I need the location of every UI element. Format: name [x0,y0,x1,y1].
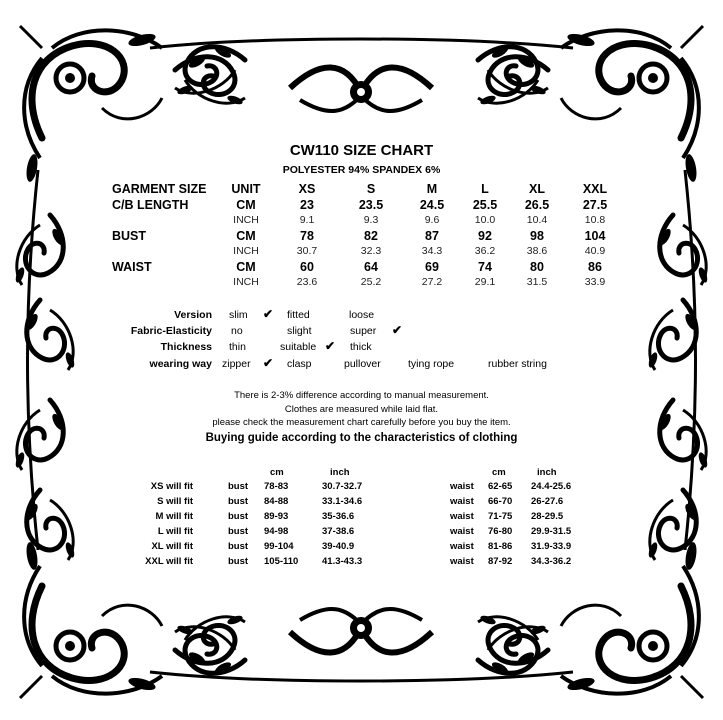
guide-bust-label: bust [228,496,249,507]
cell-cm: 92 [478,229,492,243]
note-laid-flat: Clothes are measured while laid flat. [284,404,439,415]
note-measurement-difference: There is 2-3% difference according to manual measurement. [234,390,489,401]
check-icon: ✔ [392,323,403,337]
guide-size: L will fit [157,526,193,537]
fabric-composition: POLYESTER 94% SPANDEX 6% [282,164,441,176]
attr-label-fabric-elasticity: Fabric-Elasticity [130,325,212,337]
cell-cm: 98 [530,229,544,243]
attr-option: tying rope [408,358,455,370]
guide-waist-inch: 24.4-25.6 [531,481,572,492]
guide-size: M will fit [155,511,193,522]
row-label-waist: WAIST [112,260,152,274]
attr-option: pullover [344,358,381,370]
guide-bust-cm: 84-88 [264,496,289,507]
cell-inch: 25.2 [360,276,382,288]
attr-label-version: Version [174,309,212,321]
guide-bust-inch-header: inch [330,467,350,478]
guide-size: XL will fit [151,541,193,552]
guide-bust-cm: 78-83 [264,481,289,492]
guide-bust-cm: 94-98 [264,526,289,537]
guide-waist-inch: 28-29.5 [531,511,564,522]
unit-cm: CM [236,229,256,243]
cell-cm: 69 [425,260,439,274]
row-label-bust: BUST [112,229,147,243]
size-header-m: M [426,182,438,196]
cell-cm: 82 [364,229,378,243]
unit-inch: INCH [233,245,259,257]
attr-option: clasp [287,358,312,370]
size-header-xs: XS [298,182,316,196]
guide-bust-inch: 37-38.6 [322,526,355,537]
cell-cm: 60 [300,260,314,274]
attr-option: loose [349,309,375,321]
guide-waist-inch: 31.9-33.9 [531,541,572,552]
guide-bust-label: bust [228,526,249,537]
cell-inch: 32.3 [360,245,382,257]
attr-option: thin [229,341,246,353]
guide-size: S will fit [157,496,193,507]
cell-cm: 80 [530,260,544,274]
check-icon: ✔ [325,339,336,353]
attr-option: slim [229,309,248,321]
attr-option: fitted [287,309,310,321]
guide-waist-inch-header: inch [537,467,557,478]
attr-option: thick [350,341,372,353]
guide-waist-cm: 71-75 [488,511,513,522]
guide-waist-label: waist [450,511,474,522]
attr-label-wearing-way: wearing way [149,358,212,370]
attr-label-thickness: Thickness [160,341,212,353]
cell-inch: 27.2 [421,276,443,288]
cell-inch: 9.1 [299,214,315,226]
guide-waist-cm: 87-92 [488,556,513,567]
guide-size: XXL will fit [145,556,193,567]
cell-inch: 31.5 [526,276,548,288]
unit-cm: CM [236,198,256,212]
guide-waist-cm: 76-80 [488,526,513,537]
cell-inch: 29.1 [474,276,496,288]
cell-cm: 87 [425,229,439,243]
guide-bust-label: bust [228,556,249,567]
attr-option: zipper [222,358,251,370]
guide-waist-inch: 26-27.6 [531,496,564,507]
attr-option: slight [287,325,312,337]
cell-cm: 23.5 [358,198,384,212]
row-label-cb-length: C/B LENGTH [112,198,189,212]
check-icon: ✔ [263,307,274,321]
cell-inch: 10.8 [584,214,606,226]
cell-inch: 10.4 [526,214,548,226]
guide-waist-cm: 66-70 [488,496,513,507]
guide-bust-inch: 39-40.9 [322,541,355,552]
cell-inch: 9.3 [363,214,379,226]
cell-cm: 27.5 [582,198,608,212]
cell-cm: 24.5 [419,198,445,212]
cell-cm: 64 [364,260,378,274]
guide-bust-cm: 105-110 [264,556,299,567]
guide-bust-label: bust [228,541,249,552]
guide-waist-label: waist [450,541,474,552]
attr-option: no [231,325,243,337]
guide-size: XS will fit [150,481,193,492]
cell-cm: 104 [584,229,606,243]
check-icon: ✔ [263,356,274,370]
guide-bust-label: bust [228,481,249,492]
chart-title: CW110 SIZE CHART [289,142,434,159]
guide-waist-inch: 29.9-31.5 [531,526,572,537]
cell-inch: 36.2 [474,245,496,257]
guide-waist-label: waist [450,496,474,507]
size-header-s: S [366,182,376,196]
guide-bust-cm-header: cm [270,467,284,478]
guide-waist-label: waist [450,481,474,492]
guide-waist-cm: 62-65 [488,481,513,492]
guide-waist-cm: 81-86 [488,541,513,552]
guide-bust-inch: 33.1-34.6 [322,496,363,507]
guide-waist-label: waist [450,556,474,567]
note-check-chart: please check the measurement chart carefully before you buy the item. [212,417,511,428]
cell-inch: 34.3 [421,245,443,257]
cell-inch: 9.6 [424,214,440,226]
cell-inch: 40.9 [584,245,606,257]
attr-option: super [350,325,377,337]
guide-bust-cm: 99-104 [264,541,294,552]
unit-inch: INCH [233,214,259,226]
cell-cm: 26.5 [524,198,550,212]
guide-waist-cm-header: cm [492,467,506,478]
cell-cm: 86 [588,260,602,274]
guide-waist-inch: 34.3-36.2 [531,556,572,567]
garment-size-header: GARMENT SIZE [112,182,207,196]
cell-cm: 25.5 [472,198,498,212]
buying-guide-title: Buying guide according to the characteristics of clothing [205,432,518,444]
cell-inch: 33.9 [584,276,606,288]
cell-inch: 10.0 [474,214,496,226]
guide-waist-label: waist [450,526,474,537]
unit-header: UNIT [231,182,261,196]
cell-inch: 30.7 [296,245,318,257]
guide-bust-inch: 35-36.6 [322,511,355,522]
cell-inch: 23.6 [296,276,318,288]
size-header-xl: XL [529,182,545,196]
cell-cm: 78 [300,229,314,243]
guide-bust-label: bust [228,511,249,522]
attr-option: suitable [280,341,317,353]
cell-cm: 23 [300,198,314,212]
unit-cm: CM [236,260,256,274]
cell-inch: 38.6 [526,245,548,257]
guide-bust-inch: 30.7-32.7 [322,481,363,492]
guide-bust-cm: 89-93 [264,511,289,522]
size-header-l: L [481,182,489,196]
guide-bust-inch: 41.3-43.3 [322,556,363,567]
attr-option: rubber string [488,358,547,370]
unit-inch: INCH [233,276,259,288]
size-header-xxl: XXL [582,182,608,196]
cell-cm: 74 [478,260,492,274]
